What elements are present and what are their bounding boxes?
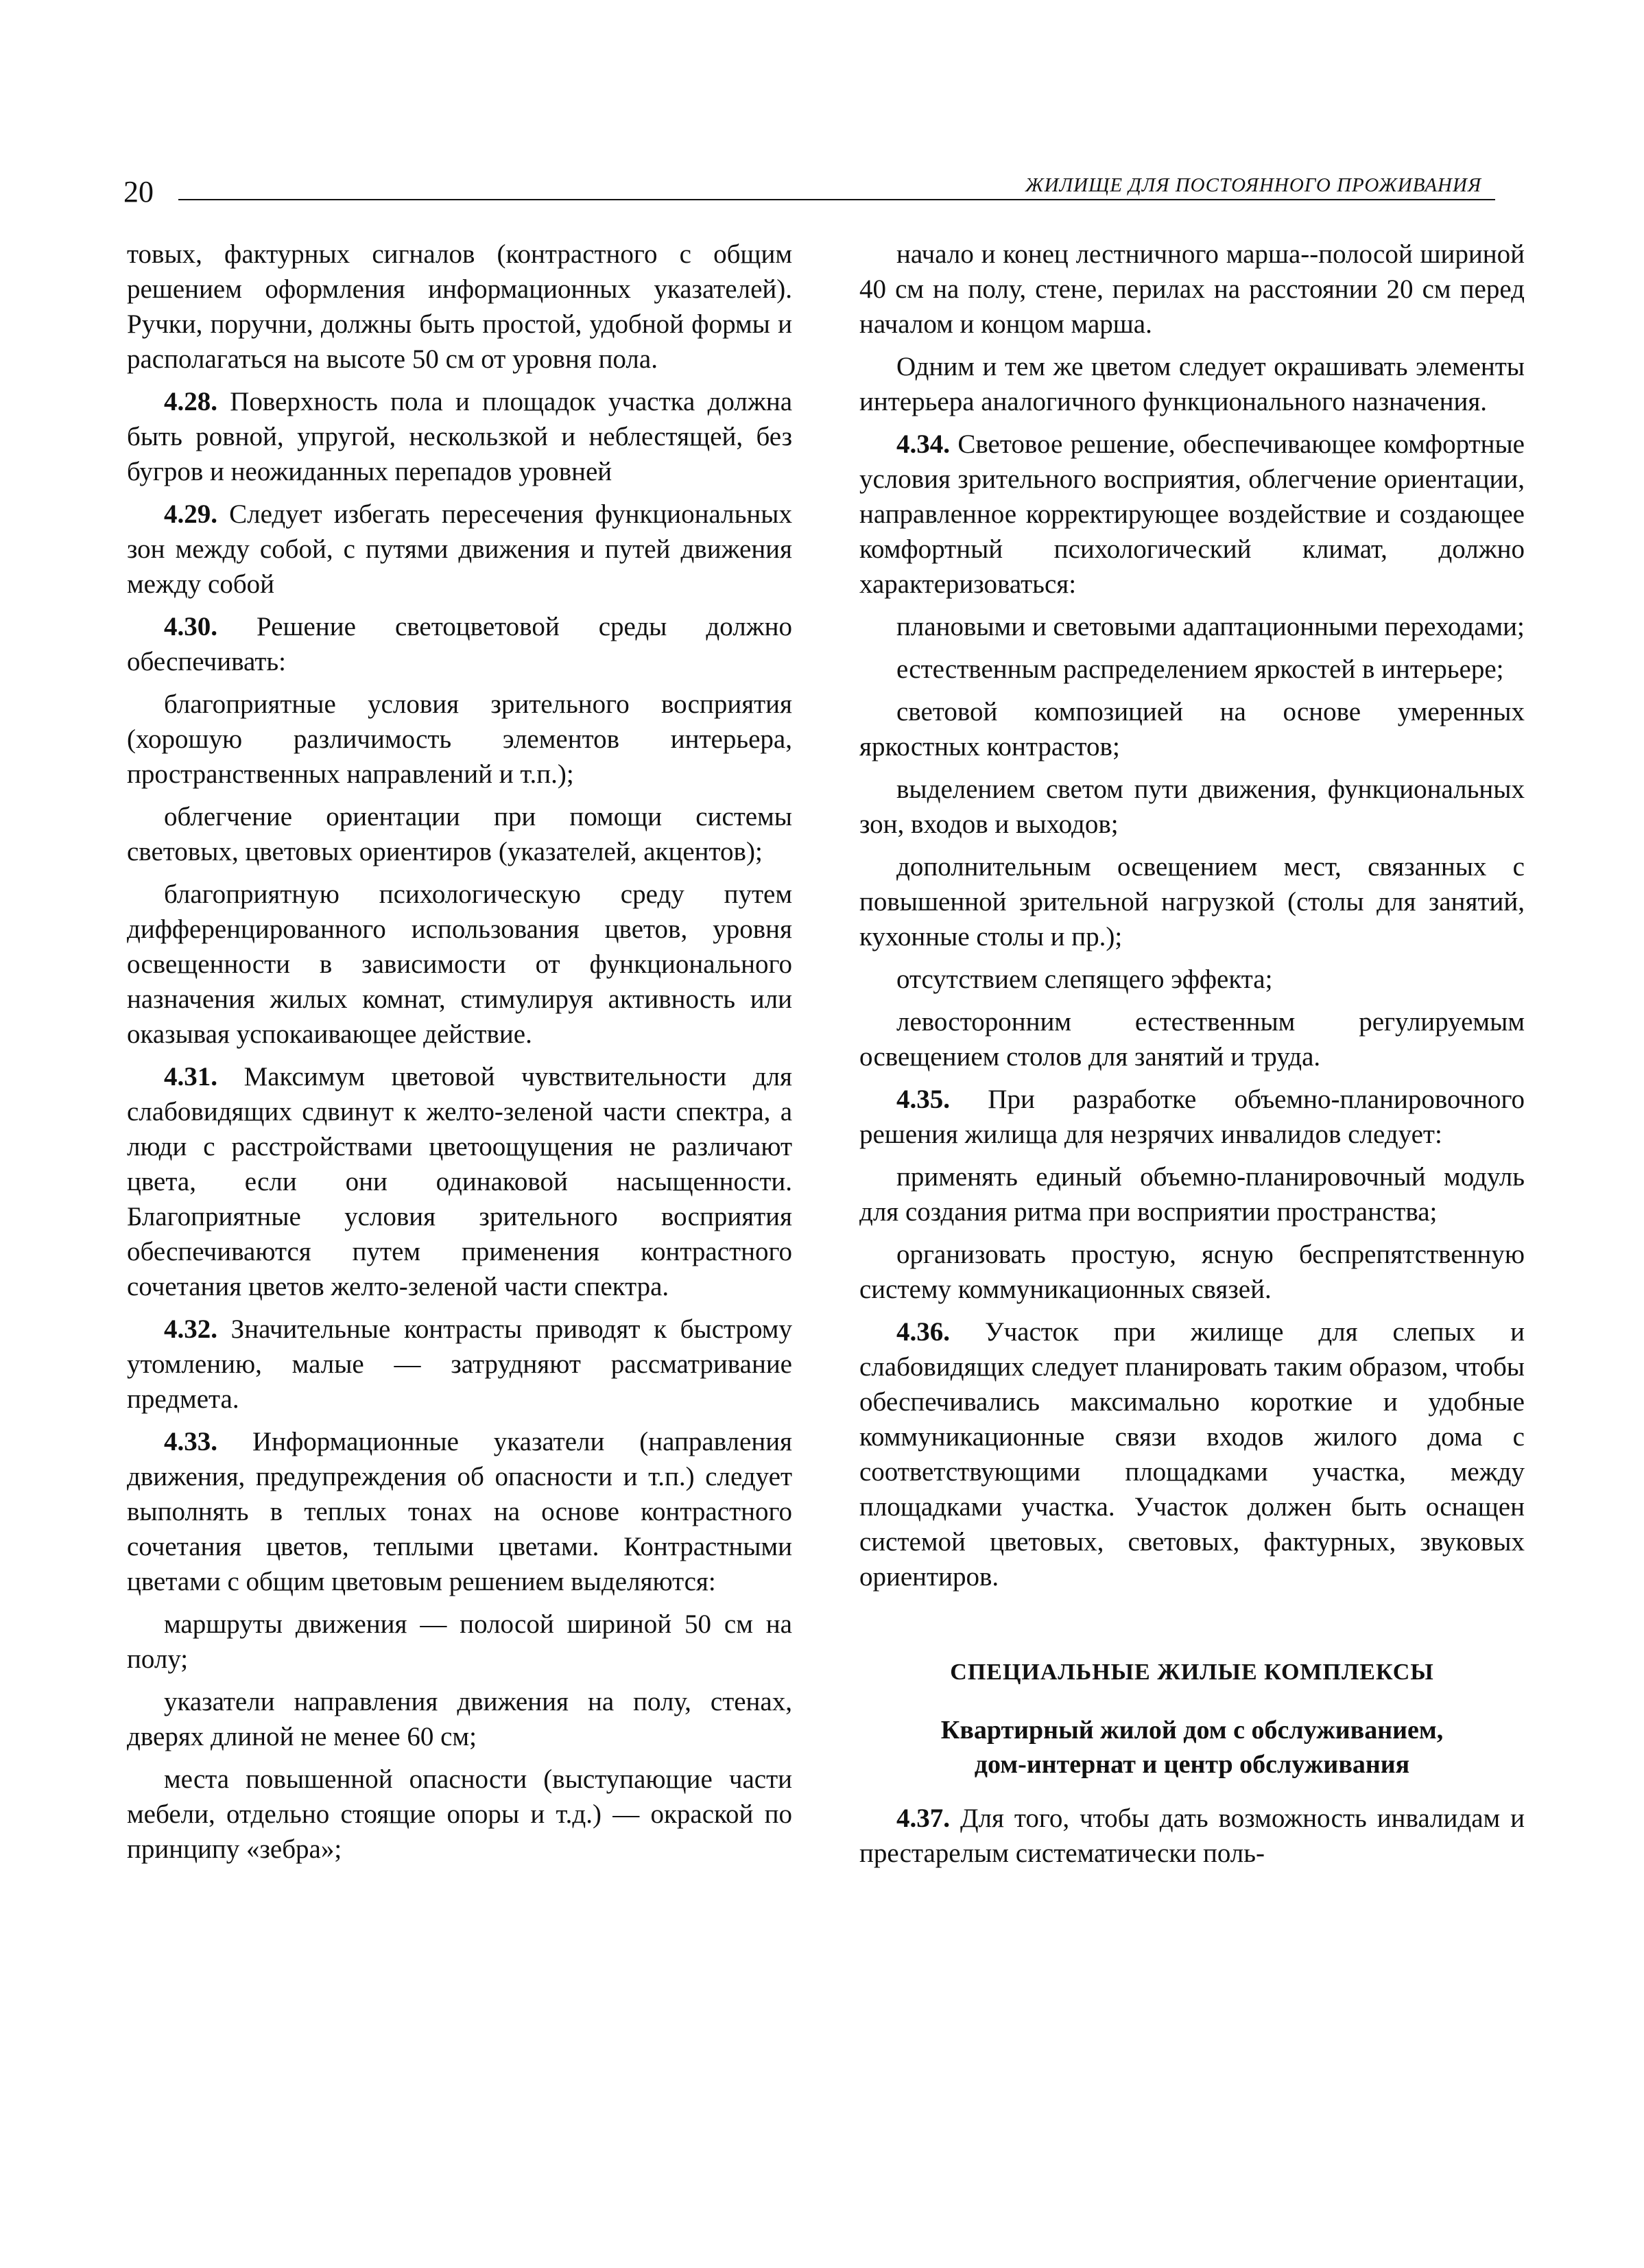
paragraph-4-32 (127, 1312, 792, 1417)
list-item: благоприятную психологическую среду путем дифференцированного использования цветов, уровня освещенности в зависимости от функционального назначения жилых комнат, стимулируя активность или оказывая успокаивающее действие. (127, 879, 792, 1049)
list-item: благоприятные условия зрительного восприятия (хорошую различимость элементов интерьера, пространственных направлений и т.п.); (127, 689, 792, 789)
clause-number: 4.36. (896, 1317, 950, 1347)
paragraph: Одним и тем же цветом следует окрашивать элементы интерьера аналогичного функционального назначения. (859, 352, 1525, 416)
right-column (859, 237, 1525, 1878)
list-item: облегчение ориентации при помощи системы световых, цветовых ориентиров (указателей, акцентов); (127, 802, 792, 866)
paragraph-4-29 (127, 497, 792, 602)
paragraph-4-35 (859, 1082, 1525, 1152)
paragraph-4-33 (127, 1424, 792, 1599)
paragraph-4-34 (859, 427, 1525, 602)
paragraph-text: При разработке объемно-планировочного решения жилища для незрячих инвалидов следует: (859, 1085, 1525, 1149)
clause-number: 4.34. (896, 429, 950, 459)
clause-number: 4.37. (896, 1804, 950, 1833)
paragraph-text: Информационные указатели (направления движения, предупреждения об опасности и т.п.) следует выполнять в теплых тонах на основе контрастного сочетания цветов, теплыми цветами. Контрастными цветами с общим цветовым решением выделяются: (127, 1427, 792, 1596)
paragraph-text: Следует избегать пересечения функциональных зон между собой, с путями движения и путей движения между собой (127, 499, 792, 599)
list-item: места повышенной опасности (выступающие части мебели, отдельно стоящие опоры и т.д.) — окраской по принципу «зебра»; (127, 1764, 792, 1864)
clause-number: 4.28. (164, 387, 217, 416)
list-item: дополнительным освещением мест, связанных с повышенной зрительной нагрузкой (столы для занятий, кухонные столы и пр.); (859, 852, 1525, 952)
list-item: маршруты движения — полосой шириной 50 см на полу; (127, 1609, 792, 1674)
paragraph-4-37 (859, 1801, 1525, 1871)
paragraph-4-36 (859, 1314, 1525, 1594)
clause-number: 4.31. (164, 1062, 217, 1091)
list-item: плановыми и световыми адаптационными переходами; (896, 612, 1525, 641)
list-item: начало и конец лестничного марша--полосой шириной 40 см на полу, стене, перилах на расстоянии 20 см перед началом и концом марша. (859, 239, 1525, 339)
paragraph-4-28 (127, 384, 792, 489)
paragraph-text: Световое решение, обеспечивающее комфортные условия зрительного восприятия, облегчение ориентации, направленное корректирующее воздействие и создающее комфортный психологический климат, должно характеризоваться: (859, 429, 1525, 599)
paragraph-text: Для того, чтобы дать возможность инвалидам и престарелым систематически поль- (859, 1804, 1525, 1868)
clause-number: 4.35. (896, 1085, 950, 1114)
paragraph-text: Значительные контрасты приводят к быстрому утомлению, малые — затрудняют рассматривание предмета. (127, 1314, 792, 1414)
paragraph-text: Поверхность пола и площадок участка должна быть ровной, упругой, нескользкой и неблестящей, без бугров и неожиданных перепадов уровней (127, 387, 792, 486)
section-heading: СПЕЦИАЛЬНЫЕ ЖИЛЫЕ КОМПЛЕКСЫ (950, 1659, 1434, 1685)
clause-number: 4.32. (164, 1314, 217, 1344)
running-header (123, 172, 1495, 213)
list-item: отсутствием слепящего эффекта; (896, 965, 1273, 994)
list-item: применять единый объемно-планировочный модуль для создания ритма при восприятии пространства; (859, 1162, 1525, 1227)
header-rule (178, 199, 1495, 200)
list-item: указатели направления движения на полу, стенах, дверях длиной не менее 60 см; (127, 1687, 792, 1751)
subsection-heading-line-2: дом-интернат и центр обслуживания (974, 1750, 1410, 1779)
paragraph-4-30 (127, 609, 792, 679)
list-item: организовать простую, ясную беспрепятственную систему коммуникационных связей. (859, 1240, 1525, 1304)
subsection-heading (859, 1713, 1525, 1782)
paragraph-text: Участок при жилище для слепых и слабовидящих следует планировать таким образом, чтобы обеспечивались максимально короткие и удобные коммуникационные связи входов жилого дома с соответствующими площадками участка, между площадками участка. Участок должен быть оснащен системой цветовых, световых, фактурных, звуковых ориентиров. (859, 1317, 1525, 1592)
paragraph-4-31 (127, 1059, 792, 1304)
clause-number: 4.29. (164, 499, 217, 529)
clause-number: 4.30. (164, 612, 217, 641)
left-column (127, 237, 792, 1874)
paragraph-text: Максимум цветовой чувствительности для слабовидящих сдвинут к желто-зеленой части спектра, а люди с расстройствами цветоощущения не различают цвета, если они одинаковой насыщенности. Благоприятные условия зрительного восприятия обеспечиваются путем применения контрастного сочетания цветов желто-зеленой части спектра. (127, 1062, 792, 1301)
list-item: левосторонним естественным регулируемым освещением столов для занятий и труда. (859, 1007, 1525, 1072)
running-title: ЖИЛИЩЕ ДЛЯ ПОСТОЯННОГО ПРОЖИВАНИЯ (1020, 172, 1481, 199)
list-item: естественным распределением яркостей в интерьере; (896, 654, 1504, 684)
paragraph: товых, фактурных сигналов (контрастного с общим решением оформления информационных указателей). Ручки, поручни, должны быть простой, удобной формы и располагаться на высоте 50 см от уровня пола. (127, 239, 792, 374)
subsection-heading-line-1: Квартирный жилой дом с обслуживанием, (940, 1716, 1444, 1745)
page-number: 20 (123, 175, 154, 209)
list-item: световой композицией на основе умеренных яркостных контрастов; (859, 697, 1525, 761)
list-item: выделением светом пути движения, функциональных зон, входов и выходов; (859, 775, 1525, 839)
paragraph-text: Решение светоцветовой среды должно обеспечивать: (127, 612, 793, 676)
clause-number: 4.33. (164, 1427, 217, 1456)
